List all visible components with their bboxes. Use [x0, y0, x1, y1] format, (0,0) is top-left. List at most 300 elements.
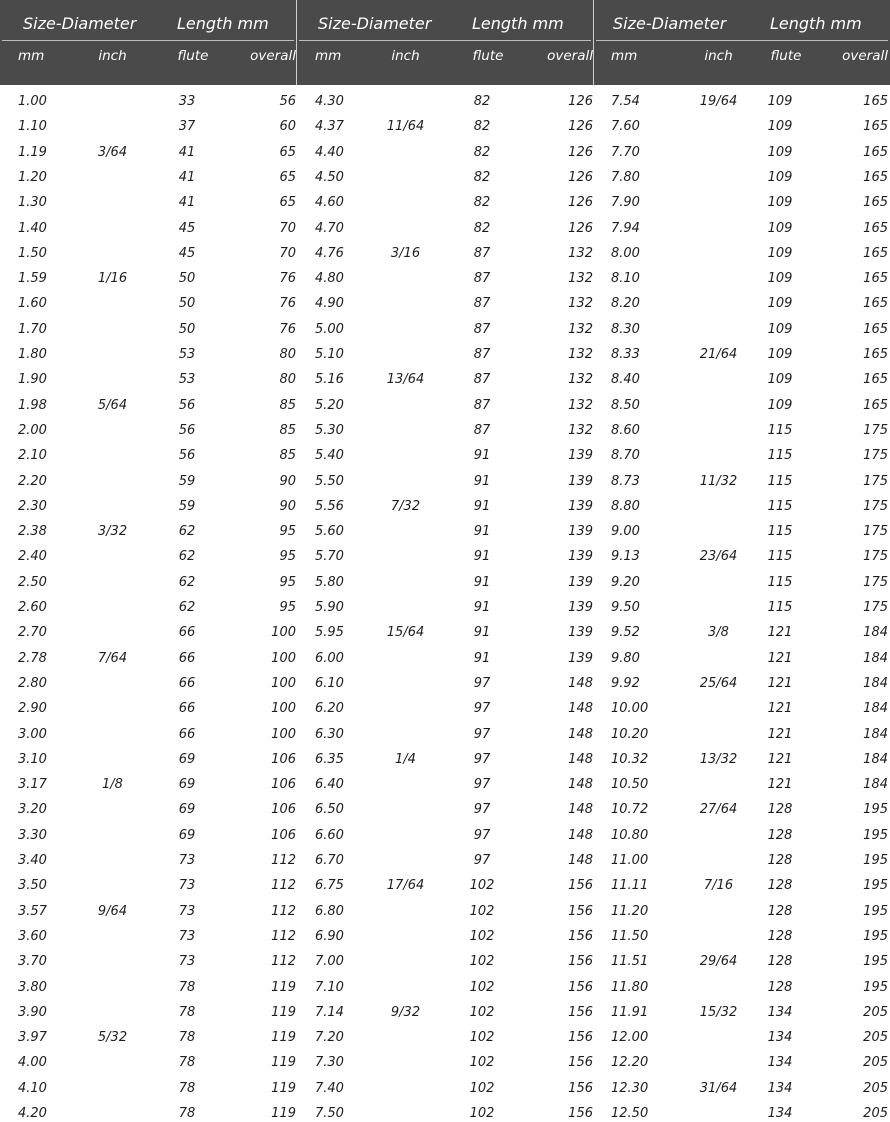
cell-flute: 128 — [767, 979, 793, 995]
cell-flute: 115 — [767, 473, 793, 489]
cell-flute: 87 — [473, 372, 491, 388]
cell-inch — [90, 802, 135, 818]
cell-inch: 3/16 — [390, 245, 421, 261]
cell-inch — [383, 929, 428, 945]
cell-flute: 109 — [767, 245, 793, 261]
cell-inch — [383, 195, 428, 211]
cell-overall: 126 — [568, 195, 593, 211]
cell-overall: 90 — [279, 473, 296, 489]
cell-mm: 2.00 — [18, 422, 47, 438]
cell-overall: 106 — [271, 777, 296, 793]
cell-mm: 11.50 — [611, 928, 649, 944]
cell-flute: 128 — [767, 827, 793, 843]
cell-overall: 205 — [863, 1030, 888, 1046]
cell-mm: 2.20 — [18, 473, 47, 489]
cell-flute: 109 — [767, 220, 793, 236]
cell-inch — [696, 296, 741, 312]
cell-flute: 50 — [178, 321, 196, 337]
header-size-diameter: Size-Diameter — [23, 14, 137, 33]
cell-mm: 2.90 — [18, 701, 47, 717]
header-length-mm: Length mm — [472, 14, 564, 33]
cell-flute: 97 — [473, 802, 491, 818]
cell-overall: 56 — [279, 94, 296, 109]
cell-mm: 1.19 — [18, 144, 47, 160]
cell-inch — [90, 625, 135, 641]
cell-overall: 139 — [568, 498, 593, 514]
cell-mm: 7.90 — [611, 195, 640, 211]
cell-flute: 102 — [469, 1030, 495, 1046]
cell-overall: 184 — [863, 625, 888, 641]
cell-mm: 8.60 — [611, 422, 640, 438]
cell-inch: 15/64 — [386, 625, 425, 641]
cell-overall: 95 — [279, 574, 296, 590]
cell-inch: 17/64 — [386, 878, 425, 894]
cell-overall: 205 — [863, 1004, 888, 1020]
cell-overall: 139 — [568, 600, 593, 615]
cell-overall: 65 — [279, 144, 296, 160]
cell-flute: 128 — [767, 853, 793, 868]
cell-flute: 91 — [473, 473, 491, 489]
cell-flute: 121 — [767, 650, 793, 666]
cell-mm: 4.30 — [315, 94, 344, 109]
cell-inch — [90, 676, 135, 692]
cell-flute: 82 — [473, 195, 491, 211]
cell-flute: 121 — [767, 751, 793, 767]
cell-flute: 45 — [178, 245, 196, 261]
cell-inch — [383, 221, 428, 237]
cell-overall: 156 — [568, 979, 593, 995]
cell-inch — [90, 119, 135, 135]
cell-mm: 5.20 — [315, 397, 344, 413]
header-flute: flute — [770, 48, 802, 64]
cell-overall: 156 — [568, 1080, 593, 1096]
cell-flute: 78 — [178, 1080, 196, 1096]
cell-flute: 109 — [767, 397, 793, 413]
cell-mm: 10.32 — [611, 751, 649, 767]
cell-overall: 100 — [271, 675, 296, 691]
cell-overall: 139 — [568, 574, 593, 590]
cell-overall: 156 — [568, 903, 593, 919]
cell-mm: 4.76 — [315, 245, 344, 261]
cell-mm: 3.60 — [18, 928, 47, 944]
cell-flute: 121 — [767, 701, 793, 717]
cell-overall: 175 — [863, 574, 888, 590]
cell-overall: 132 — [568, 321, 593, 337]
cell-inch — [696, 271, 741, 287]
cell-mm: 10.50 — [611, 777, 649, 793]
cell-inch — [90, 549, 135, 565]
cell-inch — [383, 777, 428, 793]
cell-overall: 132 — [568, 245, 593, 261]
cell-flute: 102 — [469, 954, 495, 970]
cell-mm: 7.60 — [611, 119, 640, 135]
header-mm: mm — [18, 48, 45, 64]
cell-mm: 5.90 — [315, 600, 344, 615]
cell-inch: 7/64 — [97, 650, 128, 666]
cell-flute: 56 — [178, 448, 196, 464]
cell-inch — [696, 929, 741, 945]
cell-mm: 9.52 — [611, 625, 640, 641]
cell-inch — [383, 524, 428, 540]
header-inch: inch — [98, 48, 127, 64]
cell-inch — [383, 1055, 428, 1071]
cell-flute: 121 — [767, 777, 793, 793]
cell-overall: 76 — [279, 321, 296, 337]
cell-flute: 41 — [178, 169, 196, 185]
cell-flute: 97 — [473, 726, 491, 742]
cell-overall: 195 — [863, 979, 888, 995]
cell-inch — [696, 651, 741, 667]
cell-mm: 7.50 — [315, 1106, 344, 1121]
cell-overall: 195 — [863, 928, 888, 944]
cell-flute: 128 — [767, 878, 793, 894]
cell-overall: 100 — [271, 726, 296, 742]
cell-flute: 97 — [473, 827, 491, 843]
cell-mm: 1.10 — [18, 119, 47, 135]
header-flute: flute — [472, 48, 504, 64]
cell-inch — [696, 1055, 741, 1071]
header-mm: mm — [315, 48, 342, 64]
cell-overall: 184 — [863, 777, 888, 793]
cell-overall: 139 — [568, 524, 593, 540]
cell-overall: 100 — [271, 625, 296, 641]
cell-inch — [696, 170, 741, 186]
cell-flute: 45 — [178, 220, 196, 236]
cell-overall: 175 — [863, 473, 888, 489]
cell-inch: 3/64 — [97, 144, 128, 160]
cell-inch — [90, 575, 135, 591]
cell-mm: 2.70 — [18, 625, 47, 641]
cell-mm: 2.30 — [18, 498, 47, 514]
cell-flute: 66 — [178, 650, 196, 666]
cell-mm: 3.70 — [18, 954, 47, 970]
cell-inch — [90, 828, 135, 844]
cell-overall: 148 — [568, 802, 593, 818]
cell-overall: 126 — [568, 94, 593, 109]
cell-mm: 7.20 — [315, 1030, 344, 1046]
cell-overall: 156 — [568, 1106, 593, 1121]
cell-flute: 102 — [469, 928, 495, 944]
cell-inch — [90, 322, 135, 338]
cell-flute: 128 — [767, 802, 793, 818]
cell-mm: 7.10 — [315, 979, 344, 995]
cell-overall: 65 — [279, 195, 296, 211]
cell-inch — [383, 549, 428, 565]
cell-inch — [696, 372, 741, 388]
cell-overall: 139 — [568, 625, 593, 641]
cell-flute: 56 — [178, 422, 196, 438]
cell-overall: 119 — [271, 1030, 296, 1046]
cell-overall: 148 — [568, 726, 593, 742]
cell-inch: 19/64 — [699, 94, 738, 109]
header-column-divider — [296, 0, 297, 85]
cell-mm: 5.70 — [315, 549, 344, 565]
cell-inch — [696, 904, 741, 920]
cell-overall: 126 — [568, 119, 593, 135]
cell-overall: 205 — [863, 1106, 888, 1121]
cell-mm: 7.70 — [611, 144, 640, 160]
cell-overall: 60 — [279, 119, 296, 135]
cell-inch: 5/64 — [97, 397, 128, 413]
cell-inch — [696, 524, 741, 540]
cell-mm: 10.72 — [611, 802, 649, 818]
cell-overall: 112 — [271, 853, 296, 868]
cell-overall: 76 — [279, 271, 296, 287]
cell-mm: 3.57 — [18, 903, 47, 919]
cell-inch — [696, 1030, 741, 1046]
cell-mm: 3.30 — [18, 827, 47, 843]
cell-overall: 76 — [279, 296, 296, 312]
cell-overall: 100 — [271, 701, 296, 717]
cell-inch — [90, 94, 135, 110]
cell-flute: 69 — [178, 777, 196, 793]
cell-overall: 119 — [271, 1055, 296, 1071]
cell-inch — [383, 651, 428, 667]
cell-flute: 109 — [767, 94, 793, 109]
cell-flute: 102 — [469, 903, 495, 919]
cell-inch — [383, 701, 428, 717]
cell-inch — [383, 474, 428, 490]
cell-inch — [696, 221, 741, 237]
cell-inch — [383, 347, 428, 363]
cell-overall: 148 — [568, 777, 593, 793]
cell-overall: 106 — [271, 751, 296, 767]
cell-inch — [383, 600, 428, 616]
header-length-mm: Length mm — [770, 14, 862, 33]
cell-mm: 4.37 — [315, 119, 344, 135]
cell-inch — [696, 575, 741, 591]
cell-inch: 31/64 — [699, 1080, 738, 1096]
cell-mm: 12.30 — [611, 1080, 649, 1096]
cell-flute: 91 — [473, 574, 491, 590]
cell-mm: 8.50 — [611, 397, 640, 413]
cell-mm: 6.60 — [315, 827, 344, 843]
cell-mm: 1.60 — [18, 296, 47, 312]
cell-flute: 97 — [473, 701, 491, 717]
cell-inch — [696, 322, 741, 338]
cell-mm: 2.50 — [18, 574, 47, 590]
cell-mm: 11.20 — [611, 903, 649, 919]
cell-mm: 5.60 — [315, 524, 344, 540]
cell-inch — [696, 701, 741, 717]
cell-flute: 66 — [178, 625, 196, 641]
cell-flute: 50 — [178, 271, 196, 287]
cell-inch — [383, 271, 428, 287]
cell-flute: 69 — [178, 827, 196, 843]
cell-overall: 156 — [568, 928, 593, 944]
cell-mm: 3.40 — [18, 853, 47, 868]
cell-mm: 8.80 — [611, 498, 640, 514]
cell-flute: 62 — [178, 574, 196, 590]
cell-flute: 41 — [178, 195, 196, 211]
cell-mm: 5.00 — [315, 321, 344, 337]
header-inch: inch — [391, 48, 420, 64]
cell-inch: 1/16 — [97, 271, 128, 287]
cell-inch — [90, 221, 135, 237]
cell-inch — [696, 600, 741, 616]
cell-flute: 53 — [178, 372, 196, 388]
cell-mm: 8.00 — [611, 245, 640, 261]
cell-overall: 165 — [863, 347, 888, 362]
cell-overall: 139 — [568, 549, 593, 565]
cell-mm: 8.20 — [611, 296, 640, 312]
cell-flute: 59 — [178, 473, 196, 489]
cell-flute: 82 — [473, 144, 491, 160]
cell-inch: 29/64 — [699, 954, 738, 970]
cell-inch — [90, 980, 135, 996]
cell-mm: 3.97 — [18, 1030, 47, 1046]
cell-inch — [696, 423, 741, 439]
cell-overall: 165 — [863, 321, 888, 337]
cell-overall: 85 — [279, 422, 296, 438]
cell-mm: 8.33 — [611, 347, 640, 362]
cell-inch: 3/8 — [708, 625, 729, 641]
cell-flute: 78 — [178, 1106, 196, 1121]
cell-flute: 109 — [767, 195, 793, 211]
cell-overall: 165 — [863, 119, 888, 135]
cell-inch — [696, 777, 741, 793]
cell-flute: 53 — [178, 347, 196, 362]
cell-flute: 109 — [767, 347, 793, 362]
header-overall: overall — [547, 48, 593, 64]
cell-overall: 165 — [863, 296, 888, 312]
cell-mm: 10.20 — [611, 726, 649, 742]
cell-mm: 9.50 — [611, 600, 640, 615]
cell-mm: 5.50 — [315, 473, 344, 489]
cell-mm: 9.92 — [611, 675, 640, 691]
cell-flute: 62 — [178, 600, 196, 615]
cell-flute: 66 — [178, 701, 196, 717]
cell-mm: 6.20 — [315, 701, 344, 717]
cell-mm: 3.20 — [18, 802, 47, 818]
cell-flute: 115 — [767, 549, 793, 565]
cell-overall: 165 — [863, 245, 888, 261]
cell-mm: 1.59 — [18, 271, 47, 287]
cell-mm: 1.40 — [18, 220, 47, 236]
cell-mm: 1.90 — [18, 372, 47, 388]
cell-inch — [696, 398, 741, 414]
cell-overall: 112 — [271, 928, 296, 944]
header-overall: overall — [250, 48, 296, 64]
cell-overall: 156 — [568, 1055, 593, 1071]
cell-overall: 132 — [568, 372, 593, 388]
cell-mm: 5.40 — [315, 448, 344, 464]
cell-flute: 91 — [473, 600, 491, 615]
cell-mm: 2.80 — [18, 675, 47, 691]
header-inch: inch — [704, 48, 733, 64]
cell-inch: 13/64 — [386, 372, 425, 388]
cell-overall: 106 — [271, 802, 296, 818]
cell-inch: 15/32 — [699, 1004, 738, 1020]
cell-flute: 82 — [473, 169, 491, 185]
cell-overall: 156 — [568, 878, 593, 894]
cell-inch — [90, 1081, 135, 1097]
cell-overall: 184 — [863, 751, 888, 767]
cell-overall: 195 — [863, 802, 888, 818]
cell-overall: 165 — [863, 372, 888, 388]
cell-overall: 80 — [279, 372, 296, 388]
cell-mm: 12.20 — [611, 1055, 649, 1071]
cell-flute: 109 — [767, 169, 793, 185]
cell-inch — [90, 170, 135, 186]
cell-flute: 109 — [767, 296, 793, 312]
cell-inch — [383, 296, 428, 312]
cell-flute: 33 — [178, 94, 196, 109]
cell-inch — [383, 170, 428, 186]
cell-inch — [90, 1106, 135, 1122]
cell-overall: 139 — [568, 448, 593, 464]
cell-mm: 8.73 — [611, 473, 640, 489]
cell-mm: 6.40 — [315, 777, 344, 793]
cell-mm: 2.78 — [18, 650, 47, 666]
cell-inch — [383, 1106, 428, 1122]
cell-inch — [696, 853, 741, 869]
cell-overall: 184 — [863, 726, 888, 742]
cell-mm: 3.17 — [18, 777, 47, 793]
cell-overall: 132 — [568, 422, 593, 438]
cell-flute: 134 — [767, 1004, 793, 1020]
cell-flute: 115 — [767, 600, 793, 615]
cell-overall: 112 — [271, 903, 296, 919]
cell-overall: 132 — [568, 296, 593, 312]
cell-mm: 7.14 — [315, 1004, 344, 1020]
cell-overall: 132 — [568, 271, 593, 287]
cell-flute: 109 — [767, 144, 793, 160]
cell-inch — [90, 727, 135, 743]
header-overall: overall — [842, 48, 888, 64]
cell-mm: 6.30 — [315, 726, 344, 742]
cell-flute: 97 — [473, 675, 491, 691]
header-rule — [299, 40, 591, 41]
cell-flute: 87 — [473, 397, 491, 413]
cell-flute: 82 — [473, 119, 491, 135]
cell-overall: 205 — [863, 1055, 888, 1071]
cell-mm: 7.94 — [611, 220, 640, 236]
cell-mm: 3.90 — [18, 1004, 47, 1020]
cell-flute: 73 — [178, 903, 196, 919]
cell-flute: 62 — [178, 549, 196, 565]
cell-overall: 95 — [279, 524, 296, 540]
cell-overall: 126 — [568, 169, 593, 185]
cell-flute: 115 — [767, 574, 793, 590]
cell-mm: 7.40 — [315, 1080, 344, 1096]
cell-inch — [90, 701, 135, 717]
cell-inch: 5/32 — [97, 1030, 128, 1046]
cell-mm: 9.20 — [611, 574, 640, 590]
cell-inch: 3/32 — [97, 524, 128, 540]
cell-mm: 6.75 — [315, 878, 344, 894]
cell-flute: 37 — [178, 119, 196, 135]
cell-flute: 121 — [767, 675, 793, 691]
cell-mm: 3.10 — [18, 751, 47, 767]
cell-flute: 128 — [767, 954, 793, 970]
cell-mm: 5.16 — [315, 372, 344, 388]
cell-mm: 5.56 — [315, 498, 344, 514]
cell-inch — [383, 448, 428, 464]
cell-flute: 66 — [178, 726, 196, 742]
cell-overall: 195 — [863, 954, 888, 970]
cell-inch — [90, 347, 135, 363]
cell-mm: 2.40 — [18, 549, 47, 565]
cell-flute: 69 — [178, 802, 196, 818]
cell-inch — [696, 828, 741, 844]
cell-inch — [90, 878, 135, 894]
cell-flute: 50 — [178, 296, 196, 312]
cell-overall: 148 — [568, 701, 593, 717]
cell-mm: 7.30 — [315, 1055, 344, 1071]
cell-flute: 102 — [469, 1080, 495, 1096]
cell-mm: 6.50 — [315, 802, 344, 818]
